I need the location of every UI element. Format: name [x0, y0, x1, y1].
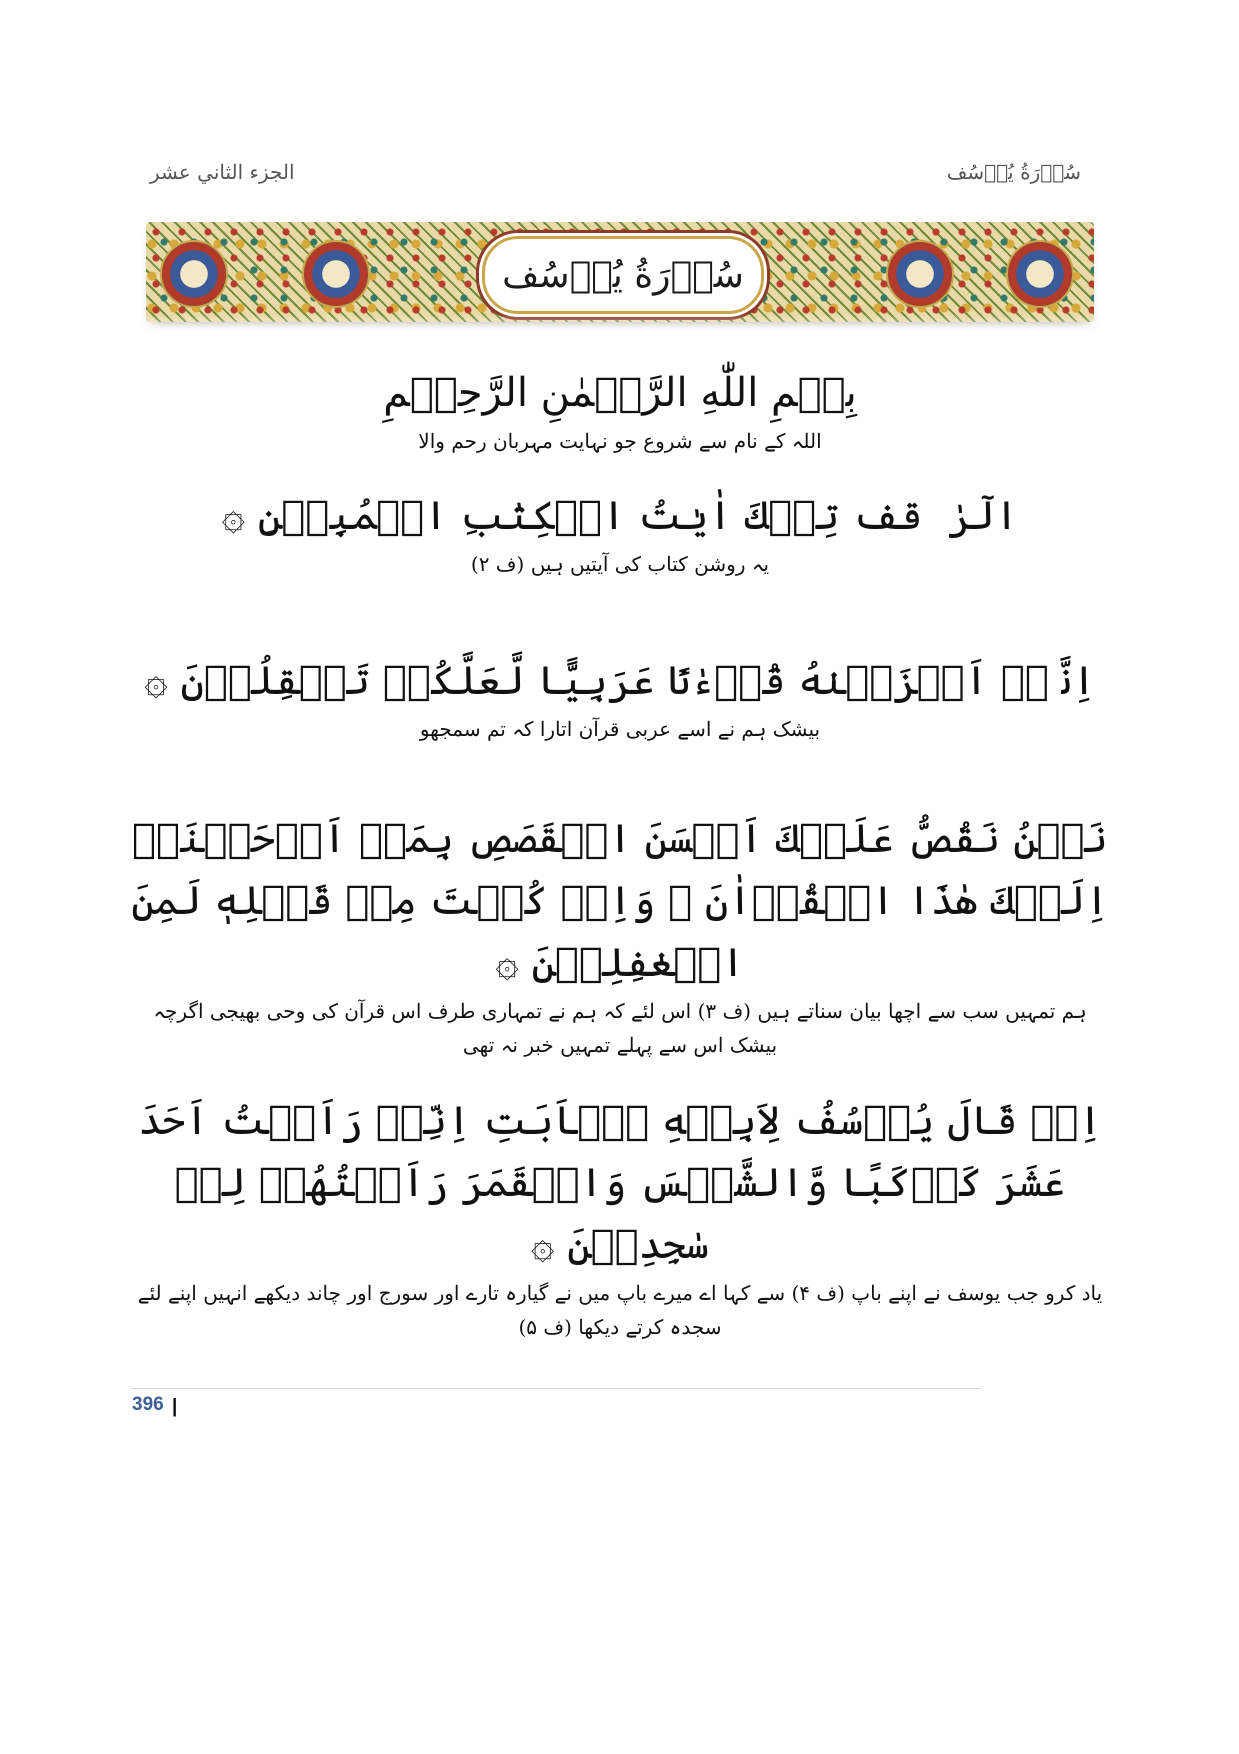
arabic-verse: اِنَّاۤ اَنۡزَلۡنٰهُ قُرۡءٰنًا عَرَبِيًّا لَّعَلَّكُمۡ تَعۡقِلُوۡنَ ۞ — [144, 658, 1096, 704]
page-number-separator: | — [172, 1396, 178, 1417]
arabic-verse: نَحۡنُ نَقُصُّ عَلَيۡكَ اَحۡسَنَ الۡقَصَصِ بِمَاۤ اَوۡحَيۡنَاۤ اِلَيۡكَ هٰذَا الۡقُرۡاٰنَ ‌ۖ وَاِنۡ كُنۡتَ مِنۡ قَبۡلِهٖ لَمِنَ الۡغٰفِلِيۡنَ ۞ — [131, 816, 1109, 986]
surah-title-banner — [146, 222, 1094, 322]
urdu-translation: اللہ کے نام سے شروع جو نہایت مہربان رحم والا — [418, 429, 822, 453]
ornament-medallion-icon — [886, 240, 954, 308]
verse-block-4 — [130, 1090, 1110, 1344]
arabic-verse: بِسۡمِ اللّٰهِ الرَّحۡمٰنِ الرَّحِيۡمِ — [383, 370, 857, 416]
banner-shadow — [146, 314, 1094, 340]
footer-divider — [130, 1388, 982, 1389]
surah-title-cartouche — [482, 236, 764, 314]
urdu-translation: ہم تمہیں سب سے اچھا بیان سناتے ہیں (ف ۳) اس لئے کہ ہم نے تمہاری طرف اس قرآن کی وحی بھیجی اگرچہ بیشک اس سے پہلے تمہیں خبر نہ تھی — [153, 999, 1087, 1057]
arabic-verse: اِذۡ قَالَ يُوۡسُفُ لِاَبِيۡهِ يٰۤاَبَتِ اِنِّىۡ رَاَيۡتُ اَحَدَ عَشَرَ كَوۡكَبًا وَّالشَّمۡسَ وَالۡقَمَرَ رَاَيۡتُهُمۡ لِىۡ سٰجِدِيۡنَ ۞ — [138, 1098, 1102, 1268]
verse-block-2 — [130, 650, 1110, 746]
page-number: 396 — [132, 1394, 164, 1415]
running-header-surah: سُوۡرَةُ يُوۡسُف — [946, 160, 1081, 184]
verse-block-bismillah — [130, 362, 1110, 458]
verse-block-1 — [130, 485, 1110, 581]
urdu-translation: یہ روشن کتاب کی آیتیں ہیں (ف ۲) — [470, 552, 770, 576]
running-header-juz: الجزء الثاني عشر — [150, 160, 295, 184]
ornament-medallion-icon — [160, 240, 228, 308]
verse-block-3 — [130, 808, 1110, 1062]
urdu-translation: بیشک ہم نے اسے عربی قرآن اتارا کہ تم سمجھو — [419, 717, 821, 741]
urdu-translation: یاد کرو جب یوسف نے اپنے باپ (ف ۴) سے کہا اے میرے باپ میں نے گیارہ تارے اور سورج اور چاند دیکھے انہیں اپنے لئے سجدہ کرتے دیکھا (ف ۵) — [137, 1281, 1103, 1339]
arabic-verse: الٓرٰ ‌ قف تِلۡكَ اٰيٰتُ الۡكِتٰبِ الۡمُبِيۡنِ ۞ — [221, 493, 1019, 539]
ornament-medallion-icon — [302, 240, 370, 308]
surah-title: سُوۡرَةُ يُوۡسُف — [502, 254, 744, 296]
ornament-medallion-icon — [1006, 240, 1074, 308]
